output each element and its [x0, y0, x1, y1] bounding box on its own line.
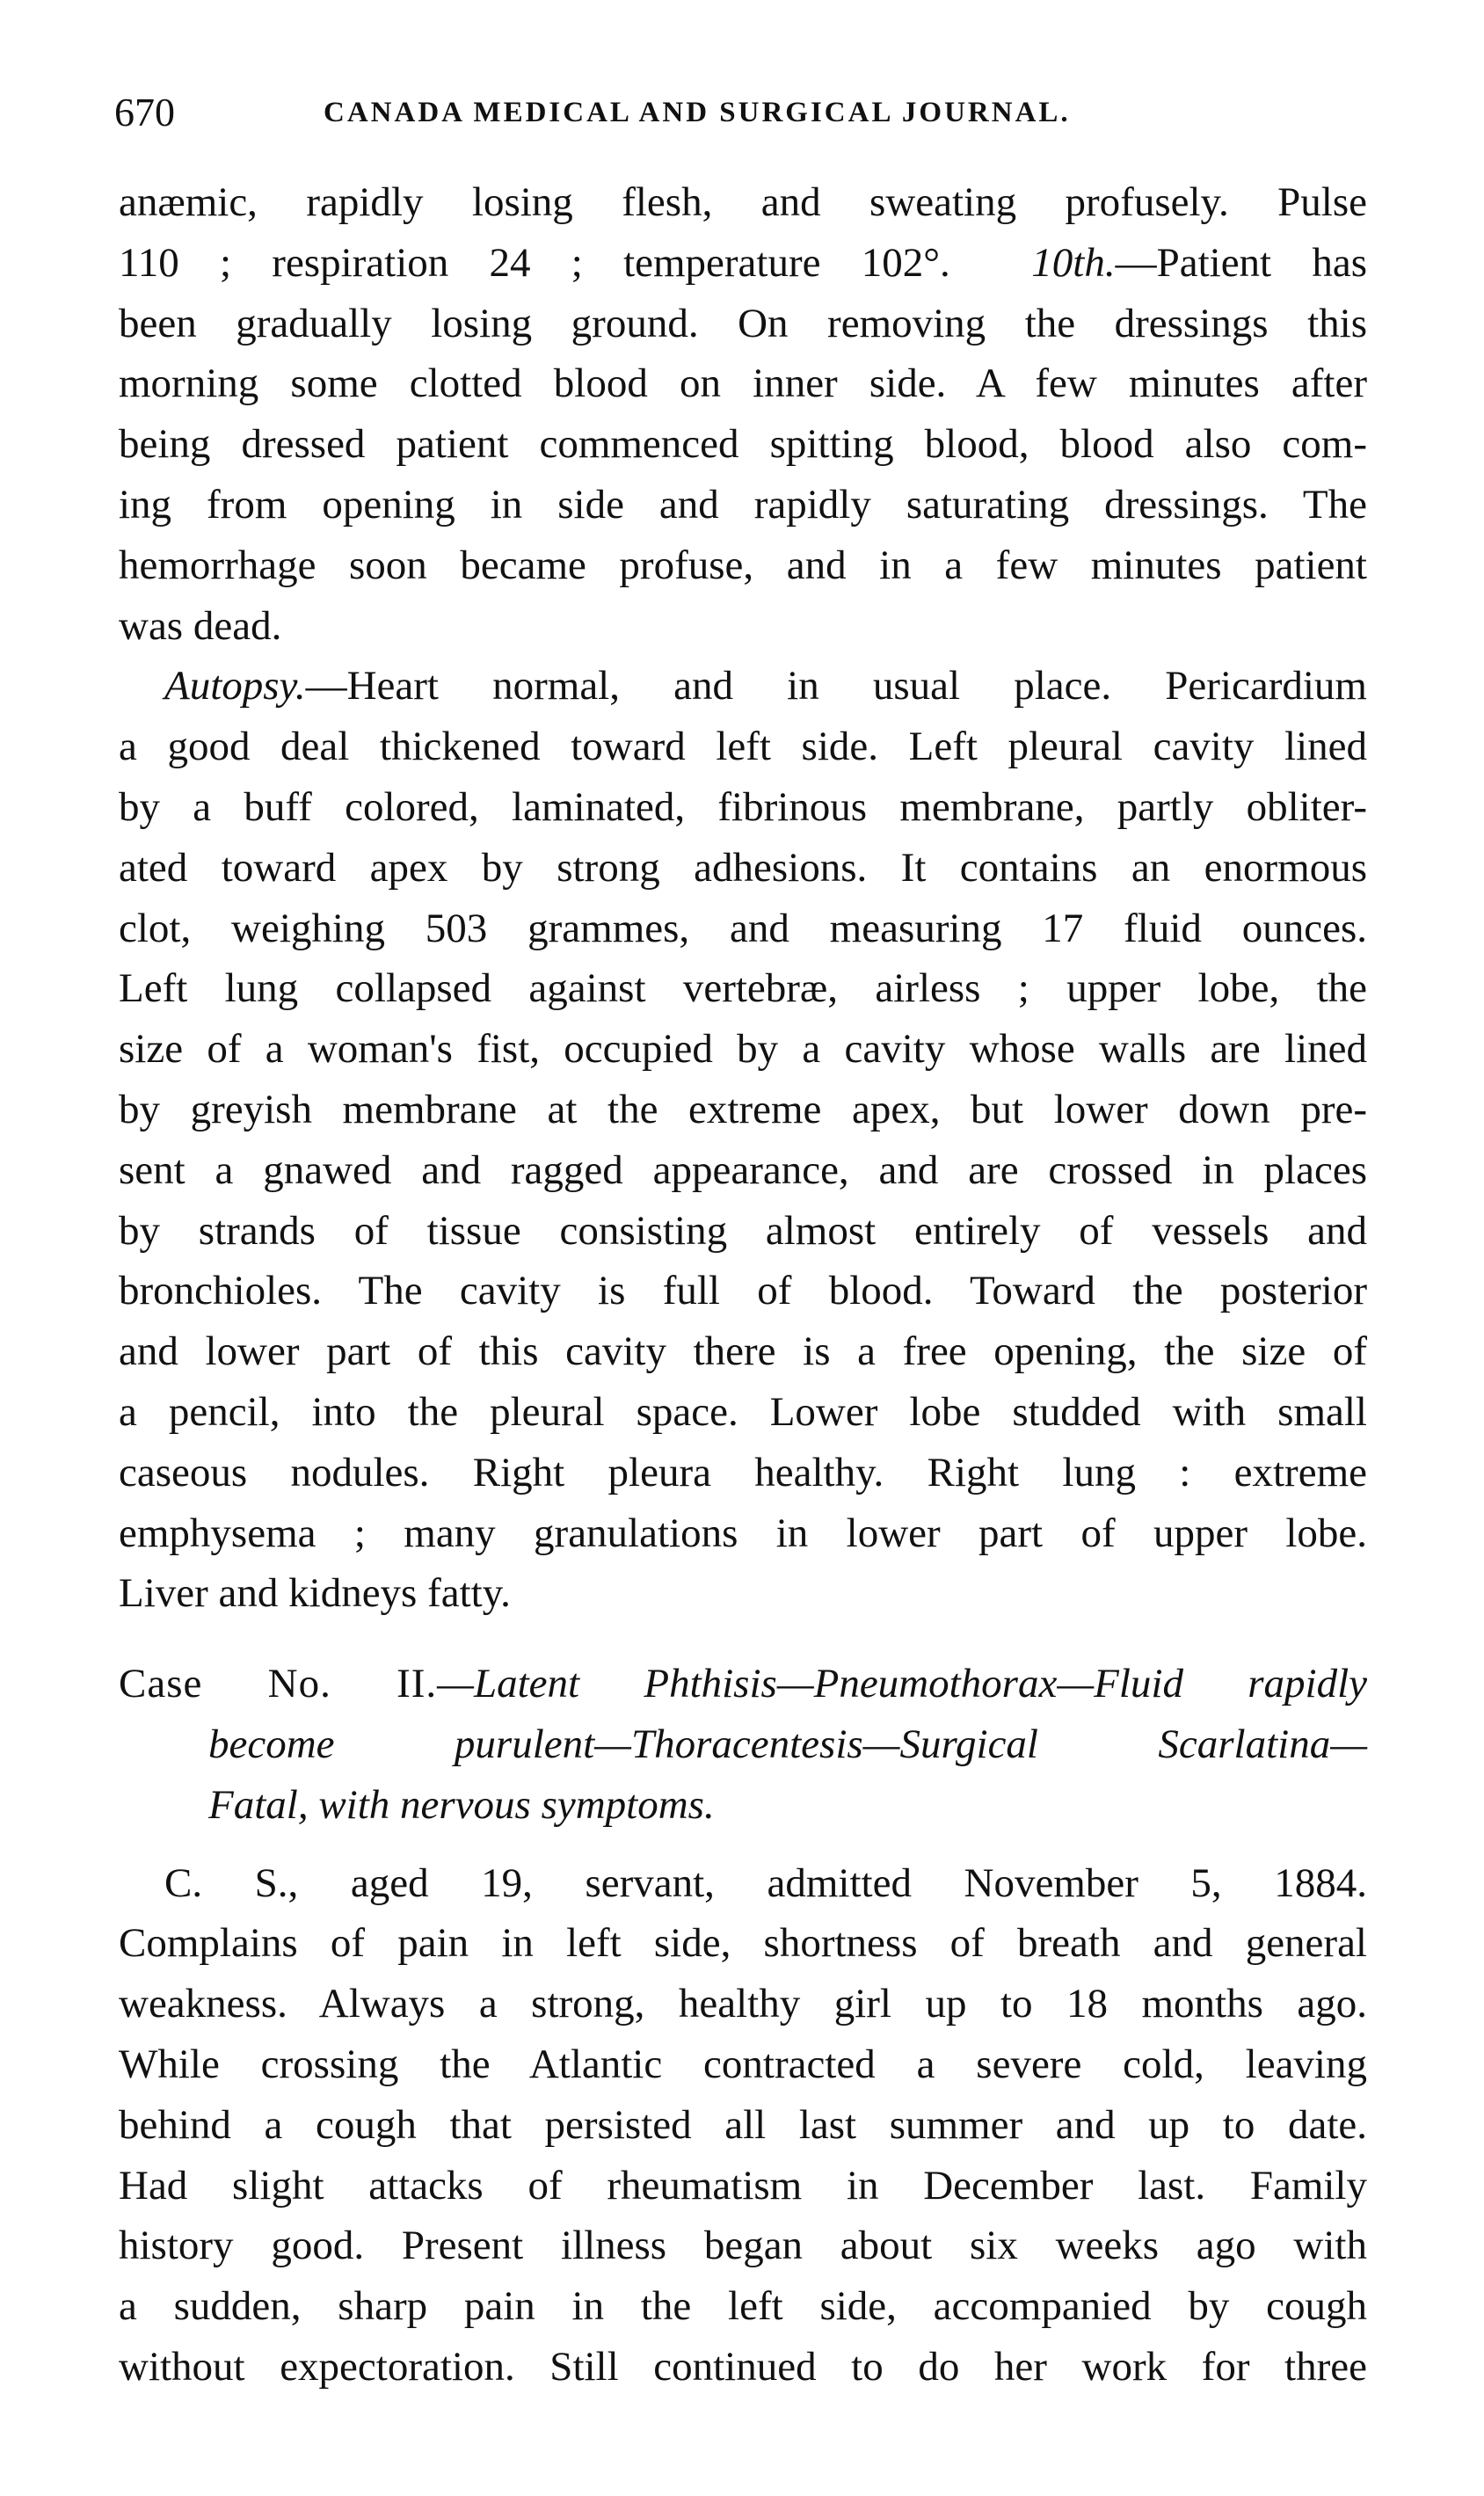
- page-header: [114, 86, 1371, 139]
- text-line: anæmic, rapidly losing flesh, and sweating profusely. Pulse: [119, 179, 1367, 225]
- text-line-segment: —Heart normal, and in usual place. Pericardium: [305, 663, 1367, 710]
- text-line: While crossing the Atlantic contracted a severe cold, leaving: [119, 2041, 1367, 2087]
- case-heading-line: [119, 1714, 1367, 1775]
- case-title: —Latent Phthisis—Pneumothorax—Fluid rapidly: [437, 1661, 1367, 1707]
- text-line: without expectoration. Still continued to do her work for three: [119, 2343, 1367, 2390]
- case-heading-line: [119, 1775, 1367, 1836]
- text-line: being dressed patient commenced spitting blood, blood also com-: [119, 421, 1367, 468]
- paragraph-autopsy: [119, 656, 1367, 1624]
- text-line-segment: 110 ; respiration 24 ; temperature 102°.: [119, 239, 950, 286]
- text-line: Complains of pain in left side, shortness of breath and general: [119, 1920, 1367, 1967]
- text-line: sent a gnawed and ragged appearance, and are crossed in places: [119, 1146, 1367, 1193]
- text-line: by strands of tissue consisting almost entirely of vessels and: [119, 1207, 1367, 1254]
- text-line: [119, 233, 1367, 294]
- text-line: behind a cough that persisted all last summer and up to date.: [119, 2101, 1367, 2148]
- text-line: clot, weighing 503 grammes, and measuring 17 fluid ounces.: [119, 905, 1367, 951]
- section-spacer: [119, 1624, 1367, 1654]
- text-line: a sudden, sharp pain in the left side, accompanied by cough: [119, 2283, 1367, 2330]
- text-line: bronchioles. The cavity is full of blood. Toward the posterior: [119, 1268, 1367, 1314]
- text-line: Left lung collapsed against vertebræ, airless ; upper lobe, the: [119, 965, 1367, 1012]
- text-line: emphysema ; many granulations in lower part of upper lobe.: [119, 1510, 1367, 1556]
- text-line: and lower part of this cavity there is a free opening, the size of: [119, 1328, 1367, 1375]
- text-line: Had slight attacks of rheumatism in December last. Family: [119, 2162, 1367, 2209]
- text-line: by a buff colored, laminated, fibrinous membrane, partly obliter-: [119, 783, 1367, 830]
- case-title: become purulent—Thoracentesis—Surgical Scarlatina—: [208, 1721, 1367, 1767]
- text-line-segment: —Patient has: [1115, 239, 1368, 286]
- text-line: Liver and kidneys fatty.: [119, 1570, 511, 1617]
- text-line: a good deal thickened toward left side. Left pleural cavity lined: [119, 724, 1367, 770]
- case-heading-line: [119, 1654, 1367, 1714]
- text-line: size of a woman's fist, occupied by a cavity whose walls are lined: [119, 1026, 1367, 1073]
- text-line: C. S., aged 19, servant, admitted November 5, 1884.: [164, 1859, 1367, 1906]
- autopsy-label: Autopsy.: [164, 663, 306, 710]
- date-label: 10th.: [1031, 239, 1116, 286]
- text-line: [119, 656, 1367, 717]
- text-line: by greyish membrane at the extreme apex, but lower down pre-: [119, 1086, 1367, 1132]
- text-line: a pencil, into the pleural space. Lower lobe studded with small: [119, 1388, 1367, 1435]
- case-heading: [119, 1654, 1367, 1835]
- case-number-label: Case No. II.: [119, 1661, 438, 1707]
- paragraph-case-history: [119, 1853, 1367, 2398]
- text-line: history good. Present illness began about six weeks ago with: [119, 2223, 1367, 2269]
- journal-title: CANADA MEDICAL AND SURGICAL JOURNAL.: [324, 97, 1071, 128]
- paragraph-clinical-course: [119, 172, 1367, 656]
- page-number: 670: [114, 90, 175, 135]
- section-spacer: [119, 1836, 1367, 1853]
- case-title: Fatal, with nervous symptoms.: [208, 1781, 715, 1828]
- text-line: was dead.: [119, 602, 282, 649]
- text-line: been gradually losing ground. On removing the dressings this: [119, 300, 1367, 346]
- text-line: caseous nodules. Right pleura healthy. Right lung : extreme: [119, 1449, 1367, 1495]
- text-line: ing from opening in side and rapidly saturating dressings. The: [119, 481, 1367, 528]
- text-line: hemorrhage soon became profuse, and in a few minutes patient: [119, 542, 1367, 588]
- article-body: [119, 172, 1367, 2398]
- text-line: morning some clotted blood on inner side. A few minutes after: [119, 360, 1367, 407]
- text-line: ated toward apex by strong adhesions. It contains an enormous: [119, 844, 1367, 891]
- text-line: weakness. Always a strong, healthy girl up to 18 months ago.: [119, 1981, 1367, 2027]
